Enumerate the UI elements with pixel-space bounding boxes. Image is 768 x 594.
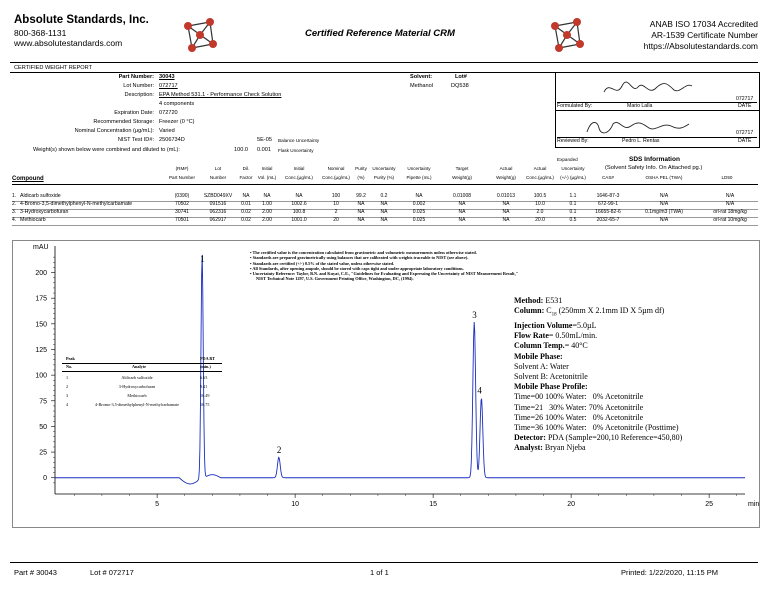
peak-analyte: Aldicarb sulfoxide <box>121 375 153 380</box>
table-cell: NA <box>357 201 365 207</box>
flask-uncertainty-value: 0.001 <box>257 147 271 153</box>
expiration-date: 072720 <box>159 110 178 116</box>
table-cell: N/A <box>725 193 735 199</box>
table-cell: 0.02 <box>241 217 251 223</box>
compound-name: Aldicarb sulfoxide <box>20 193 61 199</box>
col-header-pipette-ml: Pipette (mL) <box>406 175 432 180</box>
company-phone: 800-368-1131 <box>14 28 67 38</box>
compound-name: 3-Hydroxycarbofuran <box>20 209 69 215</box>
diluted-volume: 100.0 <box>234 147 248 153</box>
col-header-compound: Compound <box>12 176 44 182</box>
table-cell: NA <box>502 217 510 223</box>
y-tick-label: 150 <box>35 321 47 329</box>
nist-label: NIST Test ID#: <box>117 137 154 143</box>
x-tick-label: 25 <box>705 501 714 508</box>
col-header-weight1: Weight(g) <box>452 175 472 180</box>
flow-label: Flow Rate <box>514 331 549 341</box>
table-cell: orl-rat 18mg/kg <box>713 209 747 215</box>
footer-printed: Printed: 1/22/2020, 11:15 PM <box>620 568 718 577</box>
note-5: • Uncertainty Reference: Taylor, B.N. and Kuyat, C.E., "Guidelines for Evaluating and Expressing the Uncertainty of NIST Measurement Result," <box>250 271 519 277</box>
peak-number: 1 <box>66 375 69 380</box>
y-axis-label: mAU <box>33 244 49 251</box>
balance-uncertainty-label: Balance Uncertainty <box>278 138 320 143</box>
table-cell: 0.5 <box>569 217 577 223</box>
table-cell: 2.00 <box>262 209 272 215</box>
peak-label: 4 <box>477 385 482 396</box>
col-header-factor: Factor <box>239 175 253 180</box>
table-cell: NA <box>458 201 466 207</box>
col-header-purity: Purity <box>355 166 367 171</box>
profile-row-1: Time=00 100% Water: 0% Acetonitrile <box>514 392 644 402</box>
temp-line <box>514 341 682 351</box>
table-cell: 0.01 <box>241 201 251 207</box>
profile-row-3: Time=26 100% Water: 0% Acetonitrile <box>514 412 644 422</box>
table-cell: 2. <box>12 201 17 207</box>
col-header-lot: Lot <box>214 166 222 171</box>
peak-number: 3 <box>66 393 69 398</box>
col-header-osha: OSHA PEL (TWA) <box>645 175 683 180</box>
method-label: Method: <box>514 296 544 305</box>
table-cell: NA <box>458 217 466 223</box>
profile-row-4: Time=36 100% Water: 0% Acetonitrile (Posttime) <box>514 423 679 433</box>
col-header-pm: (+/-) (µg/mL) <box>560 175 586 180</box>
nist-value: 2506734D <box>159 137 185 143</box>
nominal-label: Nominal Concentration (µg/mL): <box>74 128 154 134</box>
document-title: Certified Reference Material CRM <box>305 28 455 39</box>
table-cell: 1. <box>12 193 17 199</box>
storage-label: Recommended Storage: <box>93 119 154 125</box>
compound-name: Methiocarb <box>20 217 46 223</box>
table-cell: N/A <box>659 217 669 223</box>
col-header-uncertainty: Uncertainty <box>561 166 585 171</box>
peak-label: 1 <box>200 254 205 265</box>
table-cell: 0.1 <box>569 209 577 215</box>
peak-rt: 16.75 <box>200 402 210 407</box>
sds-title: SDS Information <box>629 156 680 163</box>
col-header-target: Target <box>455 166 469 171</box>
y-tick-label: 25 <box>39 449 47 457</box>
col-header-purity-pct: Purity (%) <box>373 175 395 180</box>
table-cell: 4. <box>12 217 17 223</box>
part-number-label: Part Number: <box>118 74 154 80</box>
flask-uncertainty-label: Flask Uncertainty <box>278 148 314 153</box>
table-cell: orl-rat 10mg/kg <box>713 217 747 223</box>
solvent-lot: DQ538 <box>451 83 469 89</box>
table-cell: 100 <box>331 193 341 199</box>
description-label: Description: <box>124 92 154 98</box>
table-cell: 10.0 <box>535 201 545 207</box>
table-cell: NA <box>242 193 250 199</box>
table-cell: NA <box>380 209 388 215</box>
x-axis-label: min <box>748 501 760 508</box>
peak-rt: 9.41 <box>200 384 208 389</box>
components-count: 4 components <box>159 101 195 107</box>
table-cell: NA <box>380 201 388 207</box>
peak-analyte: 4-Bromo-3,5-dimethylphenyl-N-methylcarbamate <box>94 402 180 407</box>
note-3: • Standards are certified (+/-) 0.5% of the stated value, unless otherwise stated. <box>250 260 395 266</box>
y-tick-label: 175 <box>35 295 47 303</box>
reviewed-lot: 072717 <box>736 130 754 136</box>
col-header-vol-ml: Vol. (mL) <box>257 175 277 180</box>
table-cell: 100.5 <box>533 193 547 199</box>
column-prefix: C <box>546 306 552 316</box>
notes <box>250 250 518 282</box>
table-cell: 1002.6 <box>291 201 307 207</box>
table-cell: 2 <box>334 209 338 215</box>
column-label: Column: <box>514 306 545 316</box>
formulated-name: Mario Lalla <box>627 103 653 109</box>
sds-subtitle: (Solvent Safety Info. On Attached pg.) <box>605 165 703 171</box>
note-4: • All Standards, after opening ampule, should be stored with caps tight and under appropriate laboratory conditions. <box>250 265 464 271</box>
footer-part: Part # 30043 <box>14 568 57 577</box>
mobile-label: Mobile Phase: <box>514 351 563 361</box>
table-cell: 0.025 <box>412 217 426 223</box>
col-header-nominal: Nominal <box>327 166 345 171</box>
peak-col-header-2: No. <box>66 364 73 369</box>
table-cell: 062917 <box>209 217 227 223</box>
peak-rt: 6.63 <box>200 375 208 380</box>
column-subscript: 18 <box>551 312 557 318</box>
company-website[interactable]: www.absolutestandards.com <box>14 38 123 48</box>
peak-table-rule-2 <box>62 371 222 372</box>
table-cell: 2032-65-7 <box>596 217 620 223</box>
peak-number: 4 <box>66 402 69 407</box>
method-conditions <box>514 296 682 454</box>
table-cell: 100.8 <box>292 209 306 215</box>
detector-label: Detector: <box>514 433 546 443</box>
table-cell: 20 <box>333 217 339 223</box>
x-tick-label: 15 <box>429 501 438 508</box>
peak-col-header-1: Peak <box>66 356 75 361</box>
table-cell: SZBD049XV <box>203 193 233 199</box>
table-cell: 16655-82-6 <box>595 209 621 215</box>
detector-value: PDA (Sample=200,10 Reference=450,80) <box>547 433 683 443</box>
table-cell: 672-99-1 <box>597 201 618 207</box>
table-cell: 0.01008 <box>452 193 472 199</box>
solvent-label: Solvent: <box>410 74 433 80</box>
table-cell: NA <box>502 201 510 207</box>
report-title: CERTIFIED WEIGHT REPORT <box>14 65 93 71</box>
col-header-conc1: Conc.(µg/mL) <box>285 175 313 180</box>
y-tick-label: 50 <box>39 423 47 431</box>
nominal-value: Varied <box>159 128 175 134</box>
col-header-ld50: LD50 <box>721 175 733 180</box>
table-cell: N/A <box>659 201 669 207</box>
weights-label: Weight(s) shown below were combined and diluted to (mL): <box>33 147 180 153</box>
y-tick-label: 100 <box>35 372 47 380</box>
analyst-line <box>514 443 682 453</box>
table-cell: NA <box>357 217 365 223</box>
solvent-lot-label: Lot# <box>455 74 467 80</box>
table-cell: 0.02 <box>241 209 251 215</box>
column-value: (250mm X 2.1mm ID X 5µm df) <box>558 306 665 316</box>
table-cell: 1001.0 <box>291 217 307 223</box>
col-header-pct: (%) <box>357 175 365 180</box>
table-cell: NA <box>263 193 271 199</box>
note-1: • The certified value is the concentration calculated from gravimetric and volumetric measurements unless otherwise stated. <box>250 250 477 255</box>
table-cell: 062316 <box>209 209 227 215</box>
table-cell: 99.2 <box>356 193 366 199</box>
certificate-number: AR-1539 Certificate Number <box>651 30 758 40</box>
method-value: E531 <box>545 296 563 305</box>
table-cell: NA <box>295 193 303 199</box>
x-tick-label: 5 <box>155 501 160 508</box>
peak-label: 3 <box>472 309 477 320</box>
formulated-date-label: DATE <box>738 103 752 109</box>
y-tick-label: 125 <box>35 346 47 354</box>
table-cell: 0.025 <box>412 209 426 215</box>
x-tick-label: 20 <box>567 501 576 508</box>
col-header-initial-vol: Initial <box>261 166 273 171</box>
col-header-unc-purity: Uncertainty <box>372 166 396 171</box>
table-cell: 0.1 <box>569 201 577 207</box>
reviewed-name: Pedro L. Rentas <box>622 138 660 144</box>
column-line <box>514 306 682 321</box>
col-header-conc2: Conc.(µg/mL) <box>322 175 350 180</box>
col-header-part-number: Part Number <box>168 175 196 180</box>
solvent-a: Solvent A: Water <box>514 361 569 371</box>
table-cell: 0.2 <box>380 193 388 199</box>
col-header-cas: CAS# <box>601 175 614 180</box>
expanded-header: Expanded <box>557 157 578 162</box>
table-cell: 20.0 <box>535 217 545 223</box>
profile-label: Mobile Phase Profile: <box>514 382 588 392</box>
col-header-rm: (RM#) <box>175 166 189 171</box>
table-cell: 3. <box>12 209 17 215</box>
table-cell: 2.00 <box>262 217 272 223</box>
col-header-number: Number <box>209 175 227 180</box>
profile-row-2: Time=21 30% Water: 70% Acetonitrile <box>514 402 644 412</box>
rt-col-header-1: PDA RT <box>200 356 216 361</box>
detector-line <box>514 433 682 443</box>
peak-rt: 16.49 <box>200 393 210 398</box>
analyst-value: Bryan Njeba <box>544 443 586 453</box>
description: EPA Method 531.1 - Performance Check Solution <box>159 92 282 98</box>
footer-divider <box>10 562 758 563</box>
peak-number: 2 <box>66 384 69 389</box>
temp-label: Column Temp. <box>514 341 565 351</box>
table-cell: 2.0 <box>536 209 544 215</box>
note-2: • Standards are prepared gravimetrically using balances that are calibrated with weights traceable to NIST (see above). <box>250 255 469 261</box>
x-tick-label: 10 <box>291 501 300 508</box>
injection-label: Injection Volume <box>514 321 573 330</box>
flow-line <box>514 331 682 341</box>
table-cell: 091516 <box>209 201 227 207</box>
expiration-label: Expiration Date: <box>114 110 154 116</box>
formulated-lot: 072717 <box>736 96 754 102</box>
table-cell: NA <box>502 209 510 215</box>
col-header-actual-weight: Actual <box>499 166 513 171</box>
part-number: 30043 <box>159 74 175 80</box>
peak-analyte: 3-Hydroxycarbofuran <box>118 384 156 389</box>
col-header-conc3: Conc.(µg/mL) <box>526 175 554 180</box>
table-cell: 0.1mg/m3 (TWA) <box>645 209 683 215</box>
analyst-label: Analyst: <box>514 443 543 453</box>
peak-table-rule-1 <box>62 363 222 364</box>
y-tick-label: 75 <box>39 398 47 406</box>
flow-value: = 0.50mL/min. <box>548 331 598 341</box>
company-name: Absolute Standards, Inc. <box>14 14 149 26</box>
compound-name: 4-Bromo-3,5-dimethylphenyl-N-methylcarbamate <box>20 201 133 207</box>
profile-line <box>514 382 682 392</box>
col-header-actual-conc: Actual <box>533 166 547 171</box>
table-cell: NA <box>458 209 466 215</box>
col-header-unc-pipette: Uncertainty <box>407 166 431 171</box>
reviewed-date-label: DATE <box>738 138 752 144</box>
table-cell: 30741 <box>175 209 189 215</box>
balance-uncertainty-value: 5E-05 <box>257 137 272 143</box>
temp-value: = 40°C <box>564 341 588 351</box>
footer-page: 1 of 1 <box>370 568 389 577</box>
col-header-weight2: Weight(g) <box>496 175 516 180</box>
injection-line <box>514 321 682 331</box>
table-cell: 0.01013 <box>496 193 516 199</box>
table-cell: NA <box>357 209 365 215</box>
storage-value: Freezer (0 °C) <box>159 119 195 125</box>
table-cell: NA <box>380 217 388 223</box>
table-cell: 70501 <box>175 217 189 223</box>
col-header-initial-conc: Initial <box>293 166 305 171</box>
lot-number-label: Lot Number: <box>123 83 154 89</box>
solvent-b: Solvent B: Acetonitrile <box>514 372 588 382</box>
table-cell: 1.00 <box>262 201 272 207</box>
footer-lot: Lot # 072717 <box>90 568 134 577</box>
injection-value: =5.0µL <box>572 321 597 330</box>
mobile-line <box>514 352 682 362</box>
table-cell: 70502 <box>175 201 189 207</box>
note-6: NIST Technical Note 1297, U.S. Government Printing Office, Washington, DC, (1994). <box>256 276 414 282</box>
table-cell: 1646-87-3 <box>596 193 620 199</box>
table-cell: N/A <box>659 193 669 199</box>
lot-number: 072717 <box>159 83 178 89</box>
accreditation-text: ANAB ISO 17034 Accredited <box>649 19 758 29</box>
table-cell: N/A <box>725 201 735 207</box>
solvent-value: Methanol <box>410 83 434 89</box>
reviewed-label: Reviewed By: <box>557 138 589 144</box>
table-cell: NA <box>415 193 423 199</box>
y-tick-label: 0 <box>43 475 47 483</box>
col-header-dil: Dil. <box>242 166 250 171</box>
rt-col-header-2: (min.) <box>200 364 211 369</box>
method-line <box>514 296 682 306</box>
analyte-col-header: Analyte <box>132 364 146 369</box>
table-cell: 1.1 <box>569 193 577 199</box>
y-tick-label: 200 <box>35 270 47 278</box>
peak-label: 2 <box>276 445 282 456</box>
table-cell: 0.002 <box>412 201 426 207</box>
table-cell: (0390) <box>174 193 190 199</box>
formulated-label: Formulated By: <box>557 103 593 109</box>
peak-analyte: Methiocarb <box>127 393 147 398</box>
certificate-url[interactable]: https://Absolutestandards.com <box>643 41 758 51</box>
table-cell: 10 <box>333 201 339 207</box>
